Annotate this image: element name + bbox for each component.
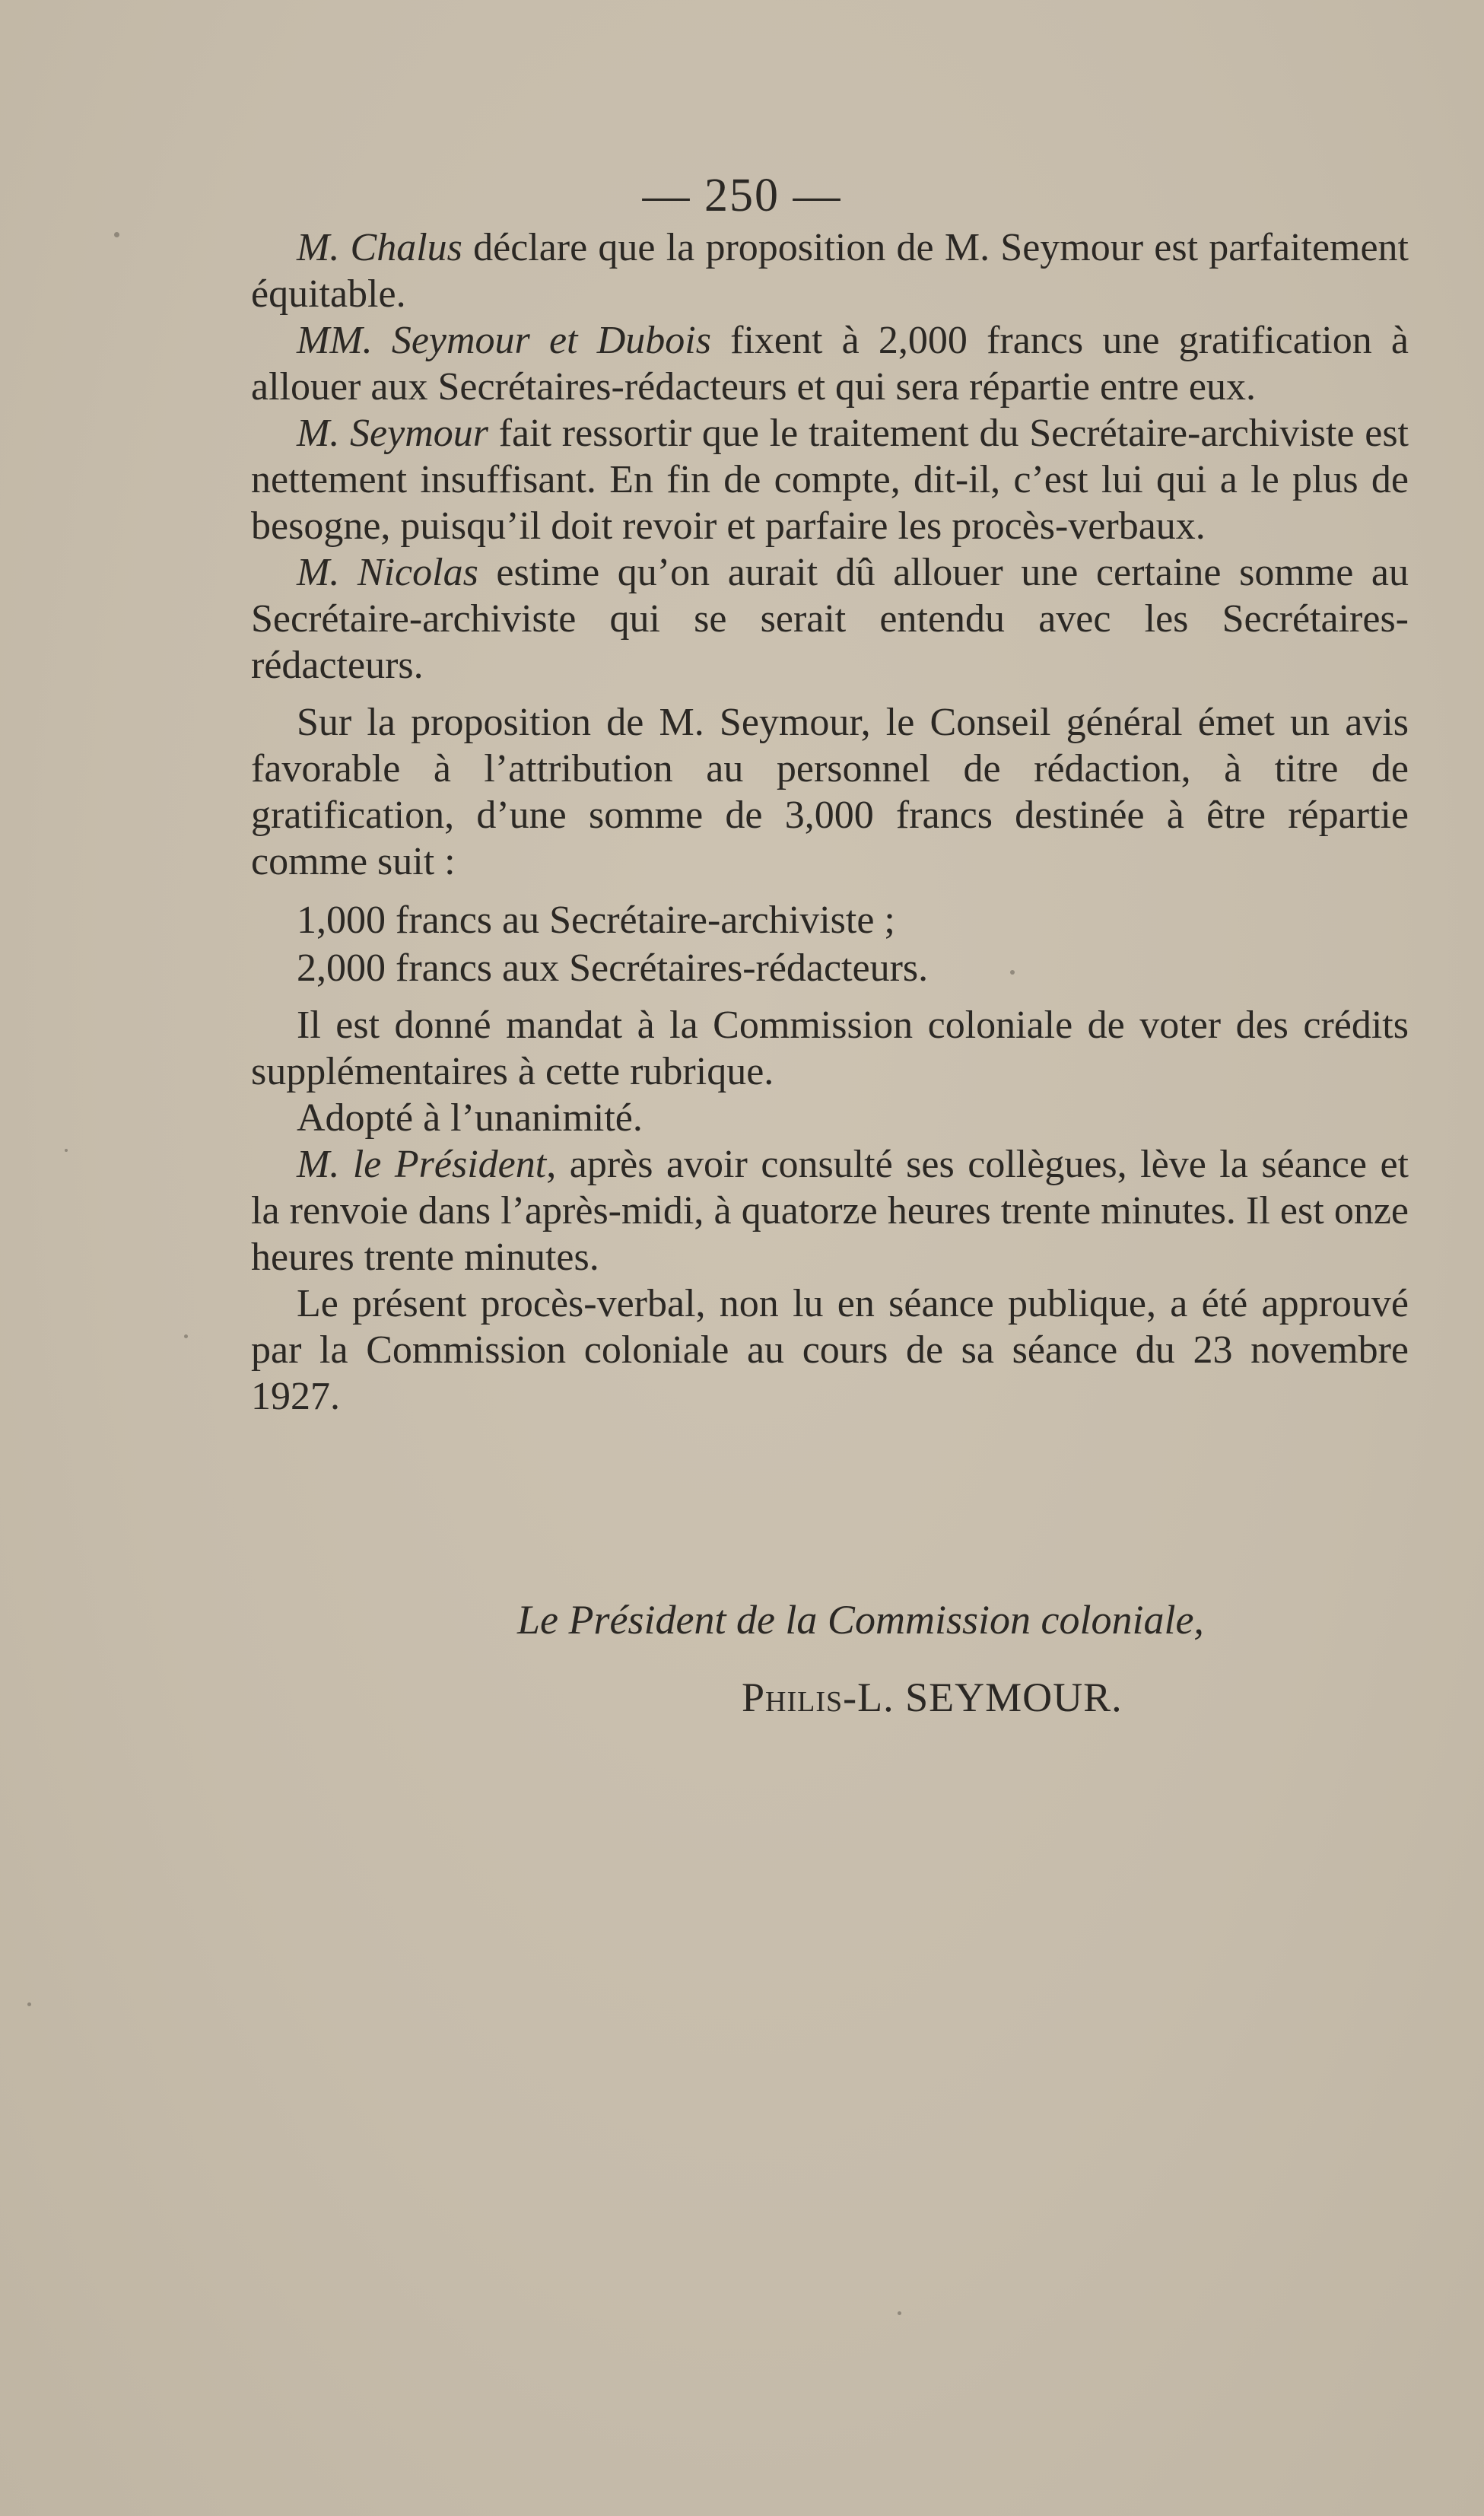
paragraph-text: , après avoir consulté ses collègues, lève la séance et la renvoie dans l’après-midi, à quatorze heures trente minutes. Il est onze heures trente minutes. [251, 1143, 1409, 1279]
paper-speck [65, 1149, 68, 1152]
page-number: — 250 — [642, 170, 842, 221]
paragraph-nicolas [251, 549, 1409, 689]
list-item-archiviste: 1,000 francs au Secrétaire-archiviste ; [297, 899, 895, 942]
paragraph-mandat [251, 1002, 1409, 1095]
paragraph-text: Il est donné mandat à la Commission coloniale de voter des crédits supplémentaires à cette rubrique. [251, 1004, 1409, 1093]
paragraph-seymour [251, 410, 1409, 549]
speaker-name: M. le Président [297, 1143, 547, 1186]
paragraph-text: Adopté à l’unanimité. [297, 1096, 643, 1140]
speaker-name: MM. Seymour et Dubois [297, 319, 711, 362]
list-item-redacteurs: 2,000 francs aux Secrétaires-rédacteurs. [297, 946, 929, 990]
paper-speck [184, 1334, 188, 1338]
speaker-name: M. Seymour [297, 412, 488, 455]
speaker-name: M. Nicolas [297, 551, 478, 594]
paragraph-approbation [251, 1280, 1409, 1420]
paragraph-seymour-dubois [251, 317, 1409, 410]
document-body [251, 224, 1409, 1420]
paragraph-president [251, 1141, 1409, 1280]
paragraph-text: déclare que la proposition de M. Seymour est parfaitement équitable. [251, 226, 1409, 316]
paragraph-adopte [251, 1095, 1409, 1141]
paragraph-chalus [251, 224, 1409, 317]
signature-name-surname: SEYMOUR. [894, 1675, 1123, 1720]
paragraph-text: Sur la proposition de M. Seymour, le Conseil général émet un avis favorable à l’attribution au personnel de rédaction, à titre de gratification, d’une somme de 3,000 francs destinée à être répartie comme suit : [251, 701, 1409, 883]
paragraph-text: Le présent procès-verbal, non lu en séance publique, a été approuvé par la Commission coloniale au cours de sa séance du 23 novembre 1927. [251, 1282, 1409, 1418]
paragraph-text: estime qu’on aurait dû allouer une certaine somme au Secrétaire-archiviste qui se serait entendu avec les Secrétaires-rédacteurs. [251, 551, 1409, 687]
paper-speck [1010, 970, 1015, 975]
speaker-name: M. Chalus [297, 226, 462, 269]
signature-name-prefix: Philis-L. [742, 1675, 895, 1720]
paragraph-text: fixent à 2,000 francs une gratification à allouer aux Secrétaires-rédacteurs et qui sera répartie entre eux. [251, 319, 1409, 409]
signature-name [742, 1674, 1123, 1721]
paragraph-proposition [251, 699, 1409, 885]
paper-speck [114, 232, 119, 237]
paper-speck [898, 2311, 901, 2315]
paragraph-text: fait ressortir que le traitement du Secrétaire-archiviste est nettement insuffisant. En fin de compte, dit-il, c’est lui qui a le plus de besogne, puisqu’il doit revoir et parfaire les procès-verbaux. [251, 412, 1409, 548]
paper-speck [27, 2002, 31, 2006]
signature-title: Le Président de la Commission coloniale, [517, 1597, 1204, 1643]
